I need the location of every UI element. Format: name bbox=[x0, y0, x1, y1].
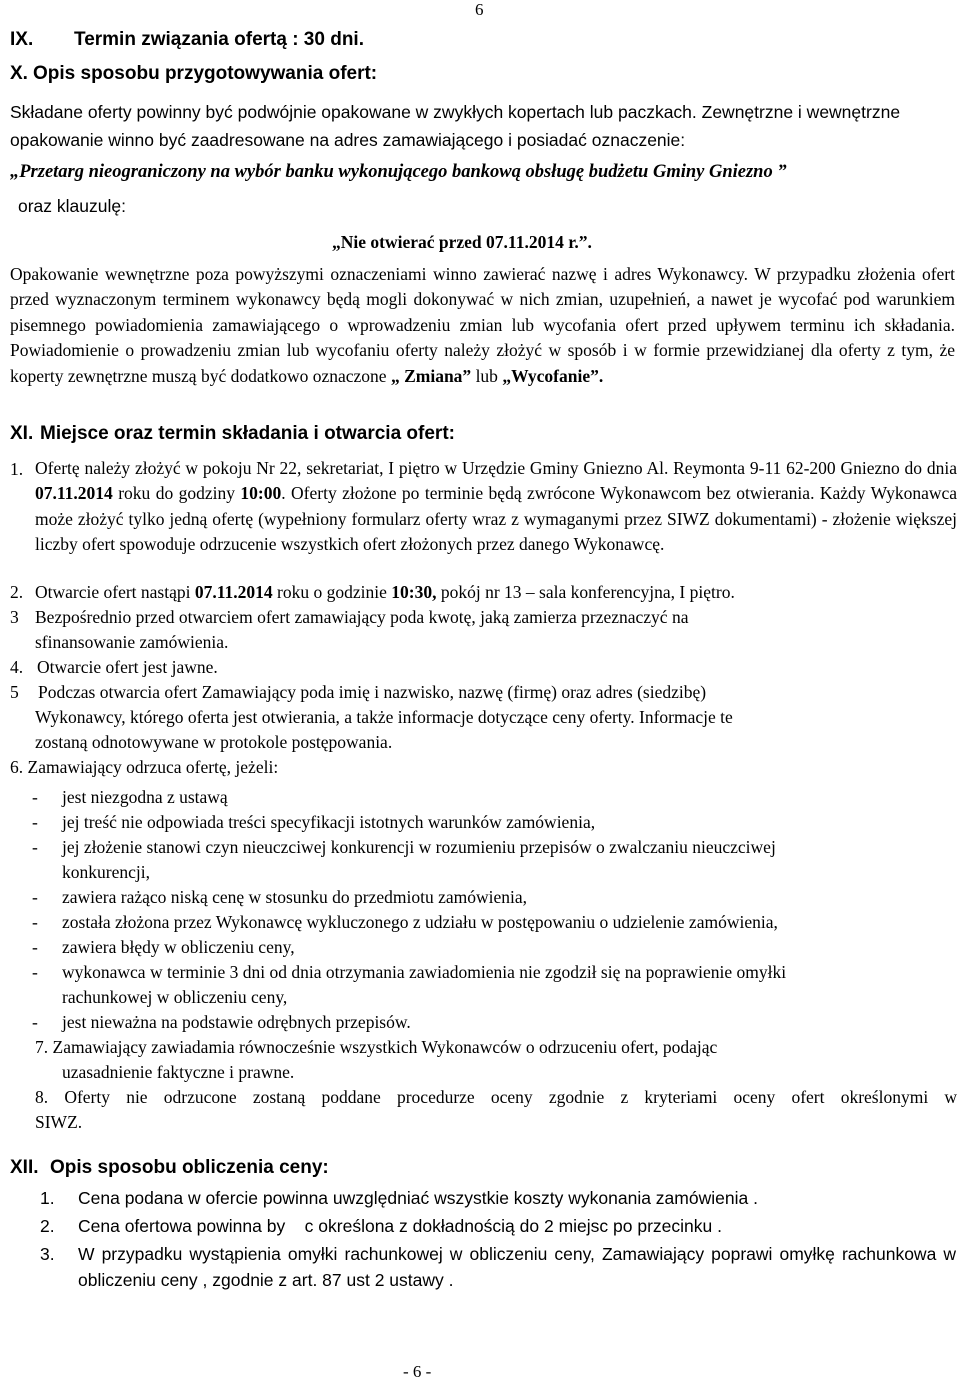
item-2-number: 2. bbox=[10, 582, 24, 602]
item-1-date: 07.11.2014 bbox=[35, 483, 113, 504]
label-wycofanie: „Wycofanie”. bbox=[502, 365, 604, 386]
dash: - bbox=[32, 812, 38, 832]
changes-paragraph bbox=[10, 262, 955, 389]
reject-reason: zawiera błędy w obliczeniu ceny, bbox=[62, 937, 295, 957]
item-2-part-b: roku o godzinie bbox=[277, 582, 387, 602]
section-xii-title: Opis sposobu obliczenia ceny: bbox=[50, 1157, 329, 1178]
item-2-hour: 10:30, bbox=[391, 582, 437, 602]
item-3-line-1: Bezpośrednio przed otwarciem ofert zamawiający poda kwotę, jaką zamierza przeznaczyć na bbox=[35, 607, 689, 627]
item-4-text: Otwarcie ofert jest jawne. bbox=[37, 657, 218, 677]
list-item bbox=[32, 860, 150, 885]
dash: - bbox=[32, 1012, 38, 1032]
dash: - bbox=[32, 837, 38, 857]
clause-label: oraz klauzulę: bbox=[18, 196, 126, 216]
list-item bbox=[32, 1010, 411, 1035]
section-xi-title: Miejsce oraz termin składania i otwarcia ofert: bbox=[40, 423, 455, 444]
item-4-number: 4. bbox=[10, 657, 24, 677]
page-number-top: 6 bbox=[475, 0, 484, 19]
word-lub: lub bbox=[475, 365, 498, 386]
item-8-text: Oferty nie odrzucone zostaną poddane procedurze oceny zgodnie z kryteriami oceny ofert określonymi w bbox=[64, 1087, 958, 1107]
section-xii-heading bbox=[10, 1157, 329, 1179]
item-5-line-2: Wykonawcy, którego oferta jest otwierania, a także informacje dotyczące ceny oferty. Informacje te bbox=[35, 707, 733, 727]
list-item bbox=[32, 985, 287, 1010]
price-rule-number: 1. bbox=[40, 1188, 55, 1208]
list-item bbox=[32, 810, 595, 835]
item-5-line-1: Podczas otwarcia ofert Zamawiający poda imię i nazwisko, nazwę (firmę) oraz adres (siedzibę) bbox=[38, 682, 707, 702]
price-rule-2 bbox=[40, 1214, 960, 1240]
item-1-part-a: Ofertę należy złożyć w pokoju Nr 22, sekretariat, I piętro w Urzędzie Gminy Gniezno Al. Reymonta 9-11 62-200 Gniezno do dnia bbox=[35, 458, 957, 478]
item-7-line-2: uzasadnienie faktyczne i prawne. bbox=[62, 1062, 295, 1082]
item-3-number: 3 bbox=[10, 607, 19, 627]
reject-reason-continued: rachunkowej w obliczeniu ceny, bbox=[62, 987, 288, 1007]
reject-reason: jej złożenie stanowi czyn nieuczciwej konkurencji w rozumieniu przepisów o zwalczaniu nieuczciwej bbox=[62, 837, 776, 857]
list-item bbox=[32, 785, 228, 810]
dash: - bbox=[32, 787, 38, 807]
price-rule-text: W przypadku wystąpienia omyłki rachunkowej w obliczeniu ceny, Zamawiający poprawi omyłkę rachunkowa w obliczeniu ceny , zgodnie z art. 87 ust 2 ustawy . bbox=[78, 1244, 956, 1290]
item-1-hour: 10:00 bbox=[240, 483, 282, 504]
dash: - bbox=[32, 887, 38, 907]
item-2-part-c: pokój nr 13 – sala konferencyjna, I piętro. bbox=[440, 582, 735, 602]
item-8-line-1 bbox=[35, 1085, 957, 1110]
page-number-bottom: - 6 - bbox=[403, 1362, 432, 1381]
reject-reason: zawiera rażąco niską cenę w stosunku do przedmiotu zamówienia, bbox=[62, 887, 528, 907]
item-2-date: 07.11.2014 bbox=[194, 582, 273, 602]
list-item bbox=[32, 835, 776, 860]
packaging-line-2: opakowanie winno być zaadresowane na adres zamawiającego i posiadać oznaczenie: bbox=[10, 130, 686, 150]
section-x-title: Opis sposobu przygotowywania ofert: bbox=[33, 63, 378, 84]
price-rule-number: 3. bbox=[40, 1244, 55, 1264]
item-5-line-3: zostaną odnotowywane w protokole postępowania. bbox=[35, 732, 393, 752]
reject-reason: jest niezgodna z ustawą bbox=[62, 787, 228, 807]
item-2-part-a: Otwarcie ofert nastąpi bbox=[35, 582, 191, 602]
list-item bbox=[32, 960, 786, 985]
price-rule-text: Cena podana w ofercie powinna uwzględniać wszystkie koszty wykonania zamówienia . bbox=[78, 1188, 758, 1208]
reject-reason-continued: konkurencji, bbox=[62, 862, 150, 882]
section-x-number: X. bbox=[10, 63, 28, 84]
item-3-line-2: sfinansowanie zamówienia. bbox=[35, 632, 229, 652]
item-8-number: 8. bbox=[35, 1087, 49, 1107]
item-1-part-c: . Oferty złożone po terminie będą zwrócone Wykonawcom bez otwierania. Każdy Wykonawca może złożyć tylko jedną ofertę (wypełniony formularz oferty wraz z wymaganymi przez SIWZ dokumentami) - złożenie większej liczby ofert spowoduje odrzucenie wszystkich ofert złożonych przez danego Wykonawcę. bbox=[35, 483, 958, 555]
item-2 bbox=[10, 580, 735, 605]
section-xi-heading bbox=[10, 423, 455, 445]
reject-reason: została złożona przez Wykonawcę wykluczonego z udziału w postępowaniu o udzielenie zamówienia, bbox=[62, 912, 778, 932]
packaging-line-1: Składane oferty powinny być podwójnie opakowane w zwykłych kopertach lub paczkach. Zewnętrzne i wewnętrzne bbox=[10, 102, 901, 122]
section-ix-number: IX. bbox=[10, 29, 34, 50]
item-1-part-b: roku do godziny bbox=[118, 483, 235, 504]
price-rule-number: 2. bbox=[40, 1216, 55, 1236]
section-ix-title: Termin związania ofertą : 30 dni. bbox=[74, 29, 364, 50]
clause-text: „Nie otwierać przed 07.11.2014 r.”. bbox=[332, 232, 592, 252]
dash: - bbox=[32, 962, 38, 982]
list-item bbox=[32, 935, 295, 960]
dash: - bbox=[32, 937, 38, 957]
reject-reason: jej treść nie odpowiada treści specyfikacji istotnych warunków zamówienia, bbox=[62, 812, 596, 832]
price-rule-1 bbox=[40, 1186, 960, 1212]
item-1-text bbox=[35, 456, 957, 558]
label-zmiana: „ Zmiana” bbox=[390, 365, 472, 386]
price-rule-text: Cena ofertowa powinna by c określona z dokładnością do 2 miejsc po przecinku . bbox=[78, 1216, 722, 1236]
item-6-number: 6. bbox=[10, 757, 24, 777]
item-8-line-2: SIWZ. bbox=[35, 1112, 83, 1132]
list-item bbox=[32, 910, 778, 935]
item-5-number: 5 bbox=[10, 682, 19, 702]
item-6 bbox=[10, 755, 278, 780]
section-xi-number: XI. bbox=[10, 423, 34, 444]
item-6-text: Zamawiający odrzuca ofertę, jeżeli: bbox=[27, 757, 279, 777]
reject-reason: jest nieważna na podstawie odrębnych przepisów. bbox=[62, 1012, 411, 1032]
item-7-line-1 bbox=[35, 1035, 717, 1060]
list-item bbox=[32, 885, 527, 910]
section-x-heading bbox=[10, 63, 377, 85]
item-7-number: 7. bbox=[35, 1037, 49, 1057]
dash: - bbox=[32, 912, 38, 932]
section-ix-heading bbox=[10, 29, 364, 51]
changes-paragraph-text: Opakowanie wewnętrzne poza powyższymi oznaczeniami winno zawierać nazwę i adres Wykonawcy. W przypadku złożenia ofert przed wyznaczonym terminem wykonawcy będą mogli dokonywać w nich zmian, uzupełnień, a nawet je wycofać pod warunkiem pisemnego powiadomienia zamawiającego o wprowadzeniu zmian lub wycofania ofert przed upływem terminu ich składania. Powiadomienie o prowadzeniu zmian lub wycofaniu oferty należy złożyć w sposób i w formie przewidzianej dla oferty z tym, że koperty zewnętrzne muszą być dodatkowo oznaczone bbox=[10, 264, 955, 386]
item-7-text: Zamawiający zawiadamia równocześnie wszystkich Wykonawców o odrzuceniu ofert, podając bbox=[52, 1037, 718, 1057]
section-xii-number: XII. bbox=[10, 1157, 39, 1178]
price-rule-3 bbox=[40, 1242, 960, 1294]
item-1-number: 1. bbox=[10, 459, 24, 479]
reject-reason: wykonawca w terminie 3 dni od dnia otrzymania zawiadomienia nie zgodził się na poprawienie omyłki bbox=[62, 962, 787, 982]
tender-title: „Przetarg nieograniczony na wybór banku wykonującego bankową obsługę budżetu Gminy Gniezno ” bbox=[10, 162, 787, 182]
